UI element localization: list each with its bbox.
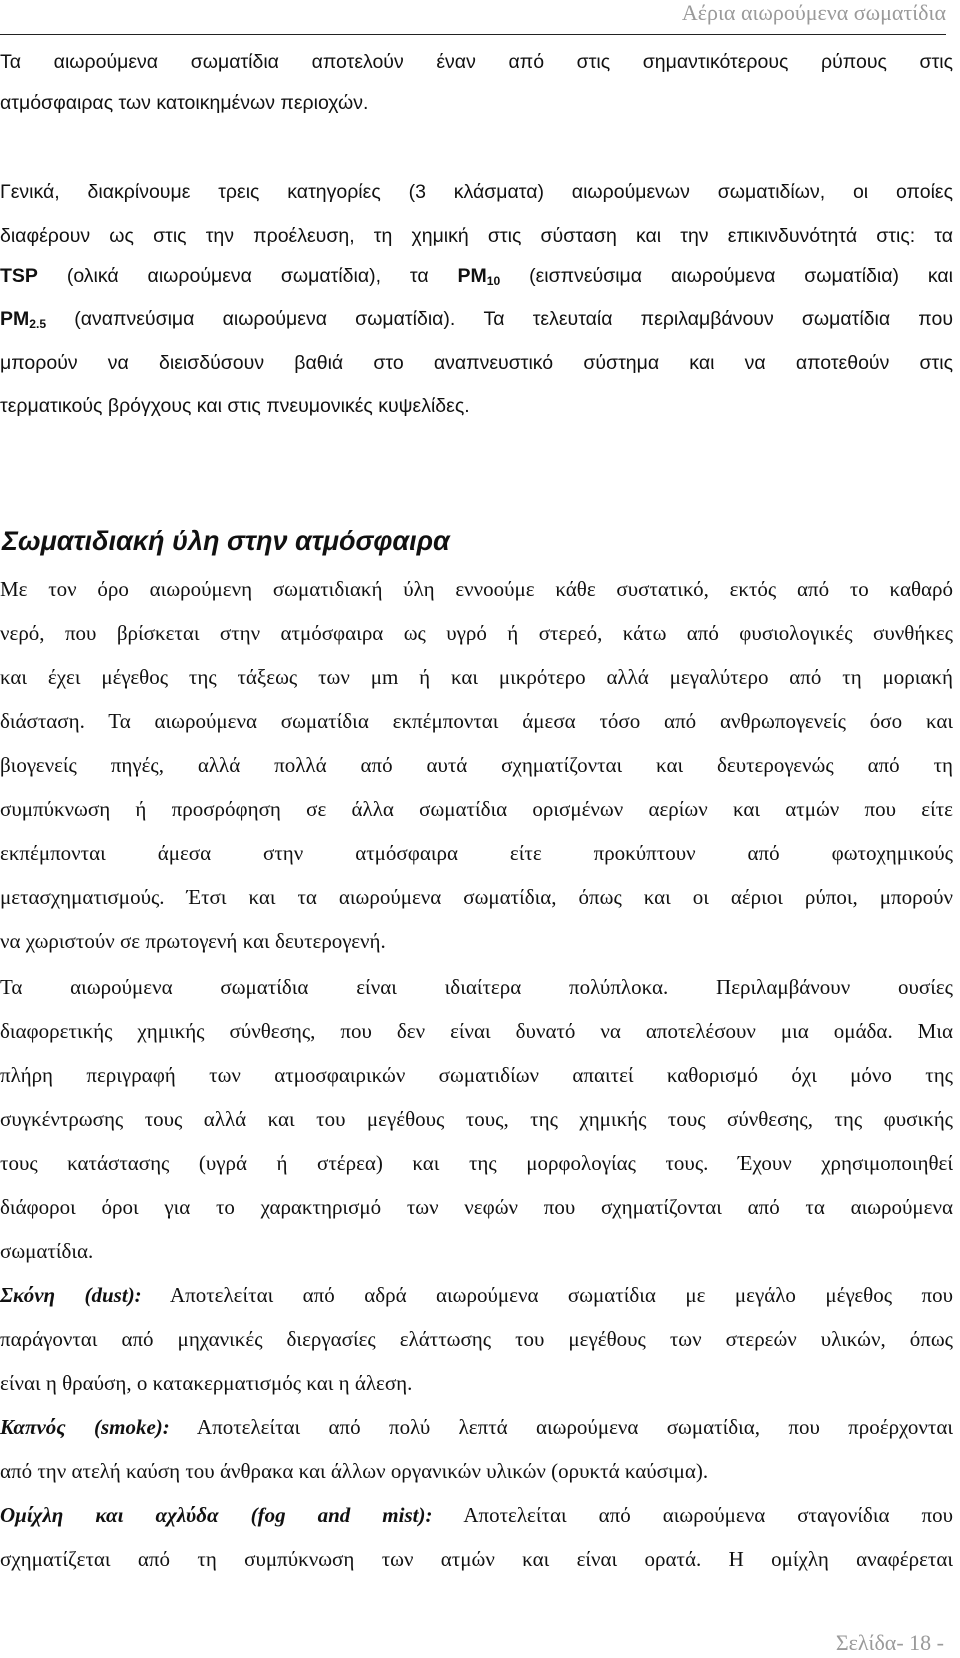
para2-line: πλήρη περιγραφή των ατμοσφαιρικών σωματιδίων απαιτεί καθορισμό όχι μόνο της bbox=[0, 1063, 953, 1087]
para1-line: και έχει μέγεθος της τάξεως των μm ή και μικρότερο αλλά μεγαλύτερο από τη μοριακή bbox=[0, 665, 953, 689]
para1-line: νερό, που βρίσκεται στην ατμόσφαιρα ως υγρό ή στερεό, κάτω από φυσιολογικές συνθήκες bbox=[0, 621, 953, 645]
fog-term: Ομίχλη και αχλύδα (fog and mist): bbox=[0, 1503, 433, 1527]
pm10-description: (εισπνεύσιμα αιωρούμενα σωματίδια) και bbox=[500, 265, 954, 287]
smoke-line-2: από την ατελή καύση του άνθρακα και άλλων οργανικών υλικών (ορυκτά καύσιμα). bbox=[0, 1459, 709, 1483]
categories-line-4 bbox=[0, 299, 953, 340]
dust-text-1: Αποτελείται από αδρά αιωρούμενα σωματίδια με μεγάλο μέγεθος που bbox=[141, 1283, 953, 1307]
intro-line-1: Τα αιωρούμενα σωματίδια αποτελούν έναν από στις σημαντικότερους ρύπους στις bbox=[0, 51, 953, 73]
para1-line: διάσταση. Τα αιωρούμενα σωματίδια εκπέμπονται άμεσα τόσο από ανθρωπογενείς όσο και bbox=[0, 709, 953, 733]
smoke-text-1: Αποτελείται από πολύ λεπτά αιωρούμενα σωματίδια, που προέρχονται bbox=[169, 1415, 953, 1439]
para2-line: τους κατάστασης (υγρά ή στέρεα) και της μορφολογίας τους. Έχουν χρησιμοποιηθεί bbox=[0, 1151, 953, 1175]
fog-line-1 bbox=[0, 1494, 953, 1536]
tsp-description: (ολικά αιωρούμενα σωματίδια), τα bbox=[37, 265, 458, 287]
pm25-description: (αναπνεύσιμα αιωρούμενα σωματίδια). Τα τελευταία περιλαμβάνουν σωματίδια που bbox=[46, 308, 953, 330]
page-header bbox=[0, 0, 946, 35]
tsp-label: TSP bbox=[0, 265, 38, 287]
categories-line-1: Γενικά, διακρίνουμε τρεις κατηγορίες (3 κλάσματα) αιωρούμενων σωματιδίων, οι οποίες bbox=[0, 181, 953, 203]
pm25-subscript: 2.5 bbox=[29, 317, 47, 332]
dust-line-2: παράγονται από μηχανικές διεργασίες ελάττωσης του μεγέθους των στερεών υλικών, όπως bbox=[0, 1327, 953, 1351]
para1-line: να χωριστούν σε πρωτογενή και δευτερογενή. bbox=[0, 929, 386, 953]
smoke-line-1 bbox=[0, 1406, 953, 1448]
para1-line: εκπέμπονται άμεσα στην ατμόσφαιρα είτε προκύπτουν από φωτοχημικούς bbox=[0, 841, 953, 865]
para1-line: μετασχηματισμούς. Έτσι και τα αιωρούμενα σωματίδια, όπως και οι αέριοι ρύποι, μπορούν bbox=[0, 885, 953, 909]
page-number: Σελίδα- 18 - bbox=[835, 1630, 944, 1655]
pm10-subscript: 10 bbox=[486, 274, 501, 289]
fog-text-1: Αποτελείται από αιωρούμενα σταγονίδια που bbox=[432, 1503, 953, 1527]
para1-line: βιογενείς πηγές, αλλά πολλά από αυτά σχηματίζονται και δευτερογενώς από τη bbox=[0, 753, 953, 777]
para1-line: Με τον όρο αιωρούμενη σωματιδιακή ύλη εννοούμε κάθε συστατικό, εκτός από το καθαρό bbox=[0, 577, 953, 601]
pm10-label bbox=[458, 265, 501, 287]
pm25-prefix: PM bbox=[0, 308, 30, 330]
categories-line-3 bbox=[0, 256, 953, 297]
para2-line: συγκέντρωσης τους αλλά και του μεγέθους τους, της χημικής τους σύνθεσης, της φυσικής bbox=[0, 1107, 953, 1131]
fog-line-2: σχηματίζεται από τη συμπύκνωση των ατμών και είναι ορατά. Η ομίχλη αναφέρεται bbox=[0, 1547, 953, 1571]
para1-line: συμπύκνωση ή προσρόφηση σε άλλα σωματίδια ορισμένων αερίων και ατμών που είτε bbox=[0, 797, 953, 821]
pm25-label bbox=[0, 308, 46, 330]
header-title: Αέρια αιωρούμενα σωματίδια bbox=[681, 0, 946, 25]
para2-line: διαφορετικής χημικής σύνθεσης, που δεν είναι δυνατό να αποτελέσουν μια ομάδα. Μια bbox=[0, 1019, 953, 1043]
section-heading: Σωματιδιακή ύλη στην ατμόσφαιρα bbox=[2, 526, 450, 556]
categories-line-5: μπορούν να διεισδύσουν βαθιά στο αναπνευστικό σύστημα και να αποτεθούν στις bbox=[0, 352, 953, 374]
smoke-term: Καπνός (smoke): bbox=[0, 1415, 170, 1439]
categories-line-2: διαφέρουν ως στις την προέλευση, τη χημική στις σύσταση και την επικινδυνότητά στις: τα bbox=[0, 225, 953, 247]
dust-term: Σκόνη (dust): bbox=[0, 1283, 142, 1307]
para2-line: Τα αιωρούμενα σωματίδια είναι ιδιαίτερα πολύπλοκα. Περιλαμβάνουν ουσίες bbox=[0, 975, 953, 999]
pm10-prefix: PM bbox=[457, 265, 487, 287]
dust-line-1 bbox=[0, 1274, 953, 1316]
para2-line: διάφοροι όροι για το χαρακτηρισμό των νεφών που σχηματίζονται από τα αιωρούμενα bbox=[0, 1195, 953, 1219]
intro-line-2: ατμόσφαιρας των κατοικημένων περιοχών. bbox=[0, 92, 369, 114]
categories-line-6: τερματικούς βρόγχους και στις πνευμονικές κυψελίδες. bbox=[0, 395, 470, 417]
dust-line-3: είναι η θραύση, ο κατακερματισμός και η άλεση. bbox=[0, 1371, 413, 1395]
para2-line: σωματίδια. bbox=[0, 1239, 94, 1263]
